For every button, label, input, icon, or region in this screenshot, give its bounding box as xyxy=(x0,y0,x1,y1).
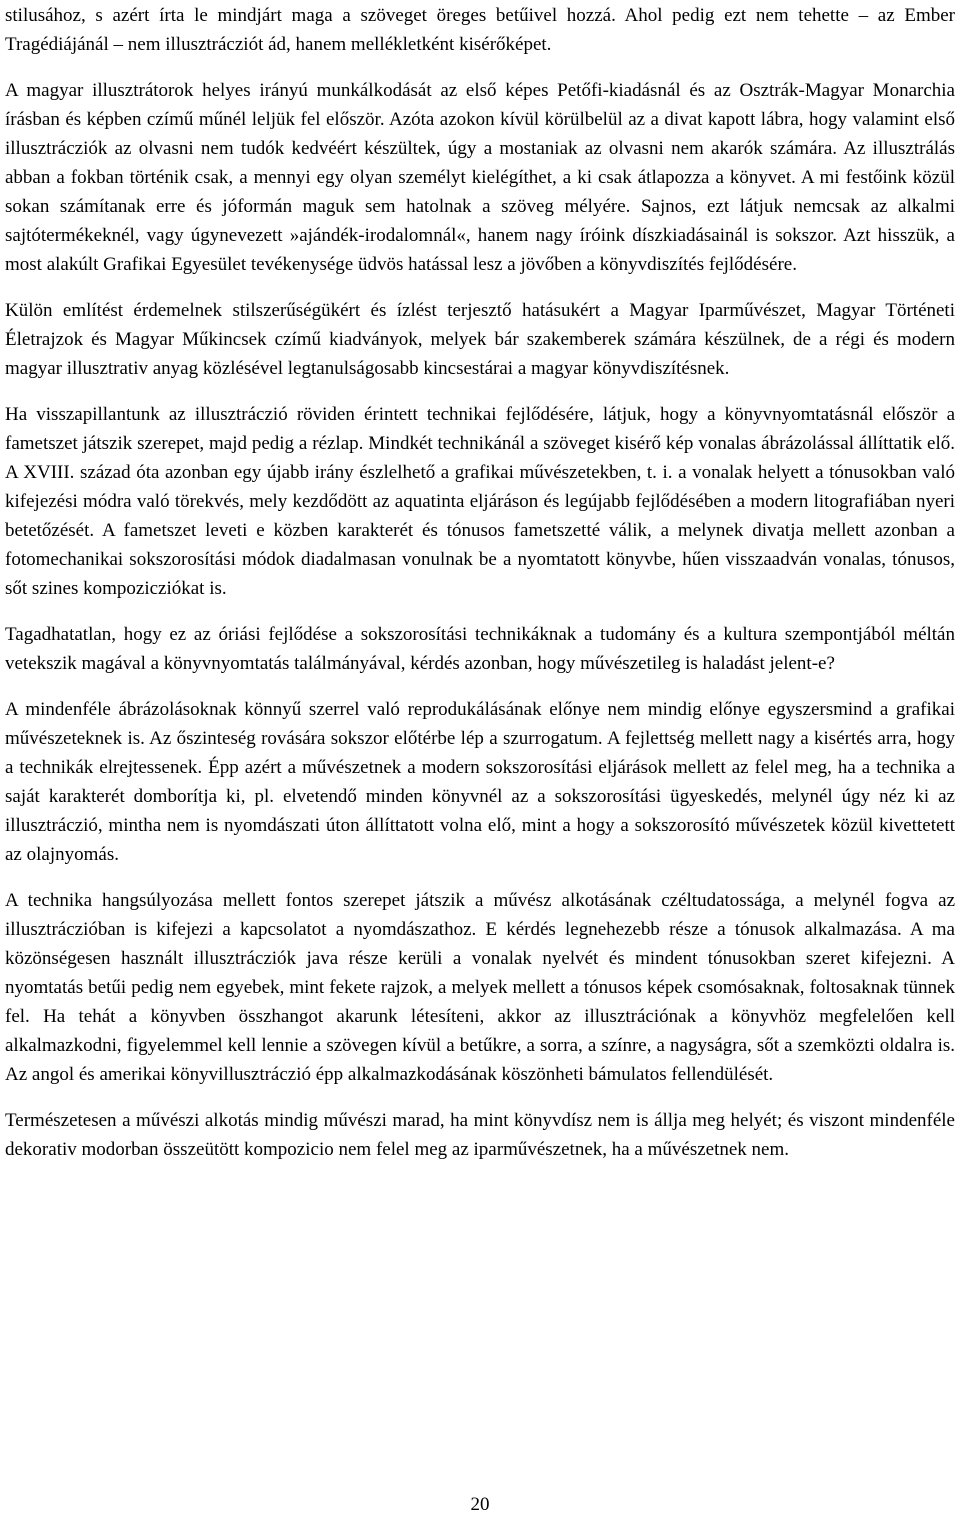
paragraph-6: A mindenféle ábrázolásoknak könnyű szerrel való reprodukálásának előnye nem mindig előnye egyszersmind a grafikai művészeteknek is. Az őszinteség rovására sokszor előtérbe lép a szurrogatum. A fejlettség mellett nagy a kisértés arra, hogy a technikák elrejtessenek. Épp azért a művészetnek a modern sokszorosítási eljárások mellett az felel meg, ha a technika a saját karakterét domborítja ki, pl. elvetendő minden könyvnél az a sokszorosítási ügyeskedés, melynél úgy néz ki az illusztráczió, mintha nem is nyomdászati úton állíttatott volna elő, mint a hogy a sokszorosító művészetek közül kivettetett az olajnyomás. xyxy=(5,699,955,865)
paragraph-1: stilusához, s azért írta le mindjárt maga a szöveget öreges betűivel hozzá. Ahol pedig ezt nem tehette – az Ember Tragédiájánál – nem illusztrácziót ád, hanem mellékletként kisérőképet. xyxy=(5,5,955,55)
paragraph-5: Tagadhatatlan, hogy ez az óriási fejlődése a sokszorosítási technikáknak a tudomány és a kultura szempontjából méltán vetekszik magával a könyvnyomtatás találmányával, kérdés azonban, hogy művészetileg is haladást jelent-e? xyxy=(5,624,955,674)
paragraph-2: A magyar illusztrátorok helyes irányú munkálkodását az első képes Petőfi-kiadásnál és az Osztrák-Magyar Monarchia írásban és képben czímű műnél leljük fel először. Azóta azokon kívül körülbelül az a divat kapott lábra, hogy valamint első illusztrácziók az olvasni nem tudók kedvéért készültek, úgy a mostaniak az olvasni nem akarók számára. Az illusztrálás abban a fokban történik csak, a mennyi egy olyan személyt kielégíthet, a ki csak átlapozza a könyvet. A mi festőink közül sokan számítanak erre és jóformán maguk sem hatolnak a szöveg mélyére. Sajnos, ezt látjuk nemcsak az alkalmi sajtótermékeknél, vagy úgynevezett »ajándék-irodalomnál«, hanem nagy íróink díszkiadásainál is sokszor. Azt hisszük, a most alakúlt Grafikai Egyesület tevékenysége üdvös hatással lesz a jövőben a könyvdiszítés fejlődésére. xyxy=(5,80,955,275)
body-text xyxy=(5,1,955,1181)
paragraph-3: Külön említést érdemelnek stilszerűségükért és ízlést terjesztő hatásukért a Magyar Iparművészet, Magyar Történeti Életrajzok és Magyar Műkincsek czímű kiadványok, melyek bár szakemberek számára készülnek, de a régi és modern magyar illusztrativ anyag közlésével legtanulságosabb kincsestárai a magyar könyvdiszítésnek. xyxy=(5,300,955,379)
paragraph-8: Természetesen a művészi alkotás mindig művészi marad, ha mint könyvdísz nem is állja meg helyét; és viszont mindenféle dekorativ modorban összeütött kompozicio nem felel meg az iparművészetnek, ha a művészetnek nem. xyxy=(5,1110,955,1160)
paragraph-7: A technika hangsúlyozása mellett fontos szerepet játszik a művész alkotásának czéltudatossága, a melynél fogva az illusztráczióban is kifejezi a kapcsolatot a nyomdászathoz. E kérdés legnehezebb része a tónusok alkalmazása. A ma közönségesen használt illusztrácziók java része kerüli a vonalak nyelvét és mindent tónusokban szeret kifejezni. A nyomtatás betűi pedig nem egyebek, mint fekete rajzok, a melyek mellett a tónusos képek csomósaknak, foltosaknak tünnek fel. Ha tehát a könyvben összhangot akarunk létesíteni, akkor az illusztrációnak a könyvhöz megfelelően kell alkalmazkodni, figyelemmel kell lennie a szövegen kívül a betűkre, a sorra, a színre, a nagyságra, sőt a szemközti oldalra is. Az angol és amerikai könyvillusztráczió épp alkalmazkodásának köszönheti bámulatos fellendülését. xyxy=(5,890,955,1085)
page-number: 20 xyxy=(470,1494,490,1515)
paragraph-4: Ha visszapillantunk az illusztráczió röviden érintett technikai fejlődésére, látjuk, hogy a könyvnyomtatásnál először a fametszet játszik szerepet, majd pedig a rézlap. Mindkét technikánál a szöveget kisérő kép vonalas ábrázolással állíttatik elő. A XVIII. század óta azonban egy újabb irány észlelhető a grafikai művészetekben, t. i. a vonalak helyett a tónusokban való kifejezési módra való törekvés, mely kezdődött az aquatinta eljáráson és legújabb fejlődésében a modern litografiában nyeri betetőzését. A fametszet leveti e közben karakterét és tónusos fametszetté válik, a melynek divatja mellett azonban a fotomechanikai sokszorosítási módok diadalmasan vonulnak be a nyomtatott könyvbe, hűen visszaadván vonalas, tónusos, sőt szines kompozicziókat is. xyxy=(5,404,955,599)
